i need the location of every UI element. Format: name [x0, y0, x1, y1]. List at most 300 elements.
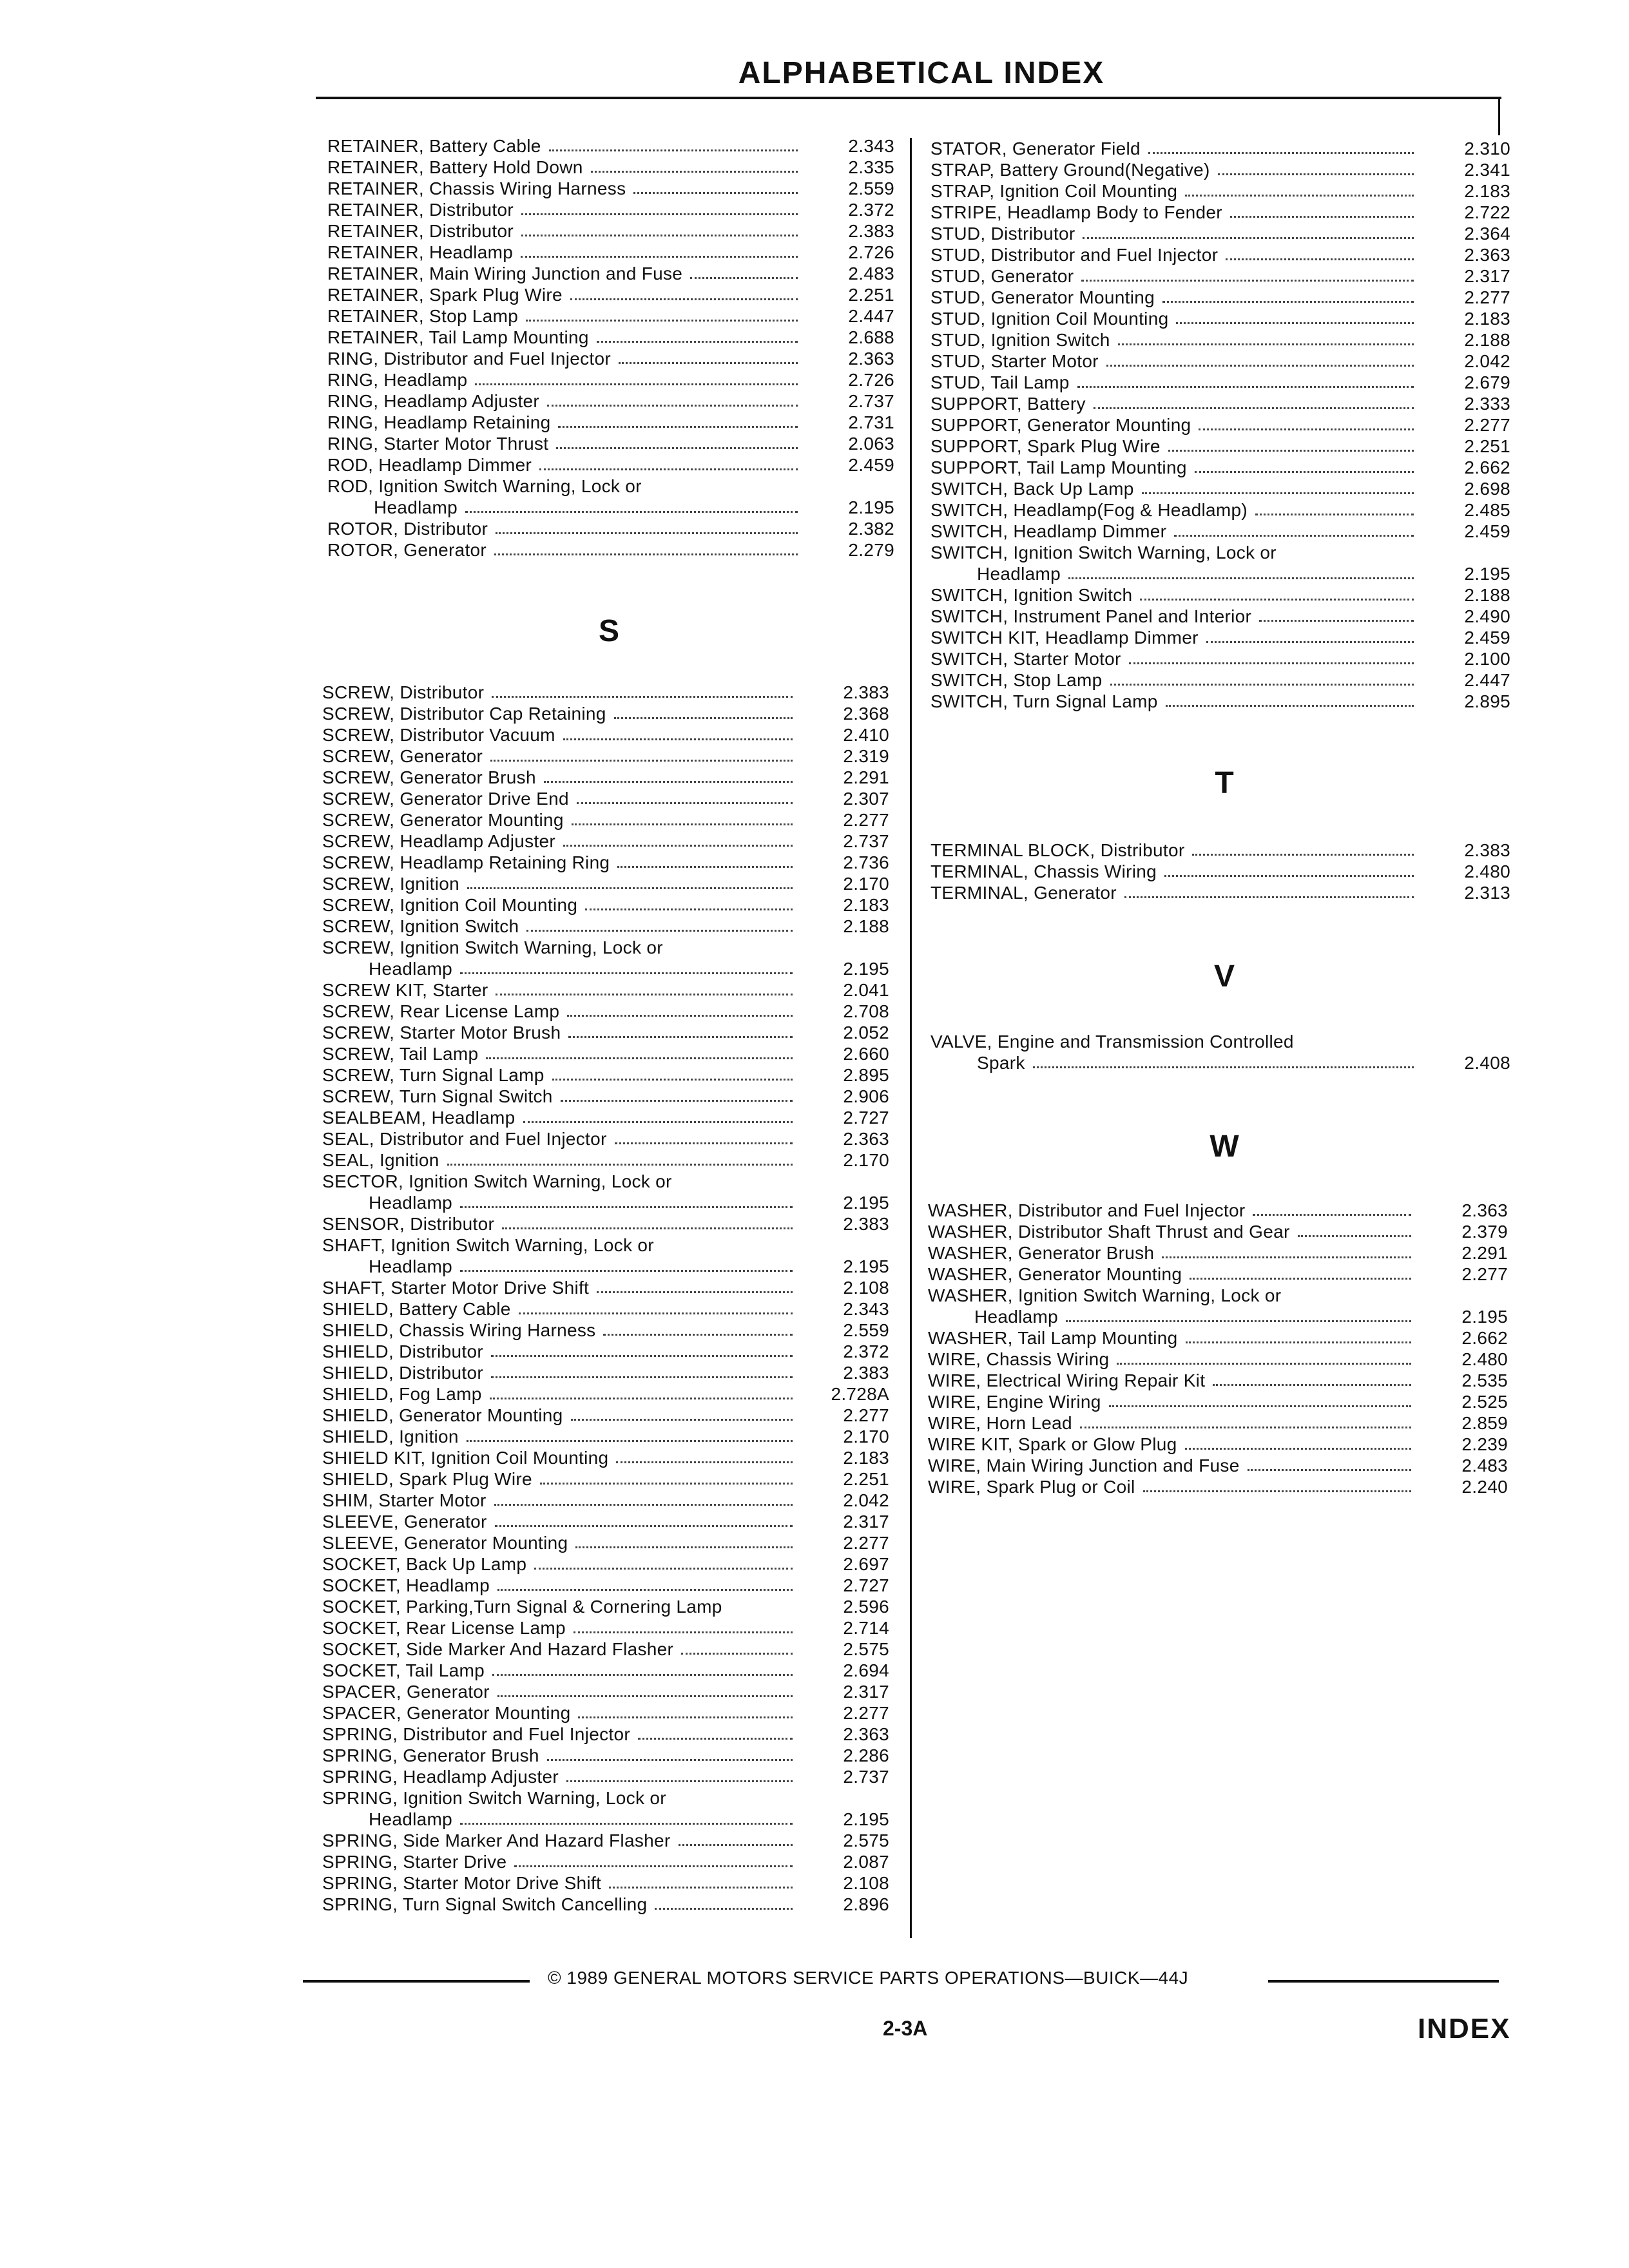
dot-leader: [1199, 414, 1414, 430]
dot-leader: [492, 1660, 793, 1676]
dot-leader: [1033, 1052, 1414, 1068]
entry-label: STUD, Ignition Switch: [930, 330, 1110, 350]
entry-page: 2.727: [843, 1575, 889, 1595]
dot-leader: [552, 1064, 793, 1081]
entry-page: 2.277: [843, 1703, 889, 1723]
entry-label: SCREW, Starter Motor Brush: [322, 1023, 561, 1043]
entry-page: 2.490: [1464, 606, 1510, 626]
dot-leader: [1140, 584, 1414, 601]
page-title: ALPHABETICAL INDEX: [738, 56, 1105, 90]
index-entry: [322, 1149, 889, 1171]
dot-leader: [585, 894, 793, 910]
entry-page: 2.363: [1461, 1200, 1508, 1220]
dot-leader: [1094, 393, 1414, 409]
entry-page: 2.368: [843, 704, 889, 724]
dot-leader: [615, 1128, 793, 1144]
dot-leader: [616, 1447, 793, 1463]
entry-page: 2.188: [1464, 330, 1510, 350]
index-entry: [930, 499, 1510, 521]
dot-leader: [617, 852, 793, 868]
entry-label: RING, Starter Motor Thrust: [327, 434, 549, 454]
entry-page: 2.410: [843, 725, 889, 745]
entry-label: SPACER, Generator: [322, 1682, 490, 1702]
entry-page: 2.335: [848, 157, 894, 177]
dot-leader: [534, 1553, 793, 1570]
entry-label: SPRING, Ignition Switch Warning, Lock or: [322, 1788, 666, 1808]
entry-label: RETAINER, Stop Lamp: [327, 306, 519, 326]
index-entry: [930, 138, 1510, 159]
index-entry: [928, 1391, 1508, 1412]
index-entry: [322, 937, 889, 958]
index-entry: [930, 584, 1510, 606]
right-w-list: [928, 1200, 1508, 1497]
index-entry: [322, 1724, 889, 1745]
entry-page: 2.722: [1464, 202, 1510, 222]
entry-page: 2.313: [1464, 883, 1510, 903]
entry-label: RING, Headlamp Retaining: [327, 412, 551, 432]
entry-page: 2.383: [843, 1214, 889, 1234]
entry-page: 2.459: [848, 455, 894, 475]
dot-leader: [563, 831, 793, 847]
entry-label: SCREW, Distributor Vacuum: [322, 725, 555, 745]
index-entry: [322, 1107, 889, 1128]
entry-page: 2.698: [1464, 479, 1510, 499]
dot-leader: [490, 1383, 793, 1399]
entry-label: SCREW, Generator: [322, 746, 483, 766]
dot-leader: [1080, 1412, 1411, 1428]
index-entry: [322, 1681, 889, 1702]
entry-page: 2.310: [1464, 139, 1510, 159]
index-entry: [322, 1702, 889, 1724]
entry-label: SWITCH, Ignition Switch Warning, Lock or: [930, 543, 1277, 562]
index-entry: [322, 1001, 889, 1022]
dot-leader: [572, 809, 793, 825]
dot-leader: [544, 767, 793, 783]
index-entry: [322, 1809, 889, 1830]
dot-leader: [1253, 1200, 1411, 1216]
dot-leader: [495, 1511, 793, 1527]
entry-label: SPRING, Starter Motor Drive Shift: [322, 1873, 602, 1893]
entry-page: 2.087: [843, 1852, 889, 1872]
index-entry: [322, 1171, 889, 1192]
entry-page: 2.895: [1464, 691, 1510, 711]
dot-leader: [1162, 287, 1414, 303]
entry-label: Headlamp: [369, 1193, 453, 1213]
entry-label: SENSOR, Distributor: [322, 1214, 495, 1234]
entry-page: 2.408: [1464, 1053, 1510, 1073]
index-entry: [930, 521, 1510, 542]
dot-leader: [521, 199, 798, 215]
index-entry: [327, 369, 894, 390]
dot-leader: [1255, 499, 1414, 515]
index-entry: [930, 691, 1510, 712]
section-label: INDEX: [1418, 2013, 1511, 2044]
entry-label: SCREW, Distributor Cap Retaining: [322, 704, 606, 724]
entry-page: 2.379: [1461, 1222, 1508, 1242]
index-entry: [930, 159, 1510, 180]
index-entry: [322, 894, 889, 916]
index-entry: [322, 1362, 889, 1383]
entry-page: 2.906: [843, 1086, 889, 1106]
index-entry: [930, 223, 1510, 244]
dot-leader: [563, 724, 793, 740]
entry-page: 2.317: [1464, 266, 1510, 286]
entry-page: 2.896: [843, 1894, 889, 1914]
dot-leader: [1213, 1370, 1411, 1386]
entry-label: SWITCH, Headlamp(Fog & Headlamp): [930, 500, 1248, 520]
entry-page: 2.596: [843, 1597, 889, 1617]
entry-label: SCREW, Generator Drive End: [322, 789, 569, 809]
index-entry: [327, 497, 894, 518]
index-entry: [322, 788, 889, 809]
entry-label: WIRE, Horn Lead: [928, 1413, 1072, 1433]
index-entry: [322, 1575, 889, 1596]
entry-page: 2.731: [848, 412, 894, 432]
index-entry: [930, 1052, 1510, 1073]
entry-label: SCREW KIT, Starter: [322, 980, 488, 1000]
entry-page: 2.195: [843, 959, 889, 979]
entry-label: SECTOR, Ignition Switch Warning, Lock or: [322, 1171, 672, 1191]
entry-label: RETAINER, Headlamp: [327, 242, 514, 262]
entry-page: 2.459: [1464, 521, 1510, 541]
entry-label: SCREW, Generator Brush: [322, 767, 536, 787]
index-entry: [327, 327, 894, 348]
entry-page: 2.042: [843, 1490, 889, 1510]
dot-leader: [679, 1830, 793, 1846]
entry-label: SWITCH, Ignition Switch: [930, 585, 1133, 605]
dot-leader: [514, 1851, 793, 1867]
index-entry: [930, 542, 1510, 563]
index-entry: [930, 882, 1510, 903]
index-entry: [322, 916, 889, 937]
dot-leader: [567, 1001, 793, 1017]
entry-label: SCREW, Turn Signal Switch: [322, 1086, 553, 1106]
index-entry: [930, 606, 1510, 627]
dot-leader: [486, 1043, 793, 1059]
index-entry: [327, 242, 894, 263]
entry-label: WASHER, Generator Brush: [928, 1243, 1155, 1263]
entry-label: SWITCH KIT, Headlamp Dimmer: [930, 628, 1199, 648]
dot-leader: [558, 412, 798, 428]
index-entry: [322, 1383, 889, 1405]
entry-label: WASHER, Tail Lamp Mounting: [928, 1328, 1178, 1348]
entry-label: SCREW, Tail Lamp: [322, 1044, 479, 1064]
dot-leader: [1083, 223, 1414, 239]
entry-label: SHIELD, Distributor: [322, 1341, 483, 1361]
letter-heading-s: S: [598, 614, 619, 648]
index-entry: [322, 1830, 889, 1851]
entry-label: WASHER, Ignition Switch Warning, Lock or: [928, 1285, 1282, 1305]
dot-leader: [1226, 244, 1414, 260]
index-entry: [327, 390, 894, 412]
index-entry: [322, 1320, 889, 1341]
entry-label: SOCKET, Side Marker And Hazard Flasher: [322, 1639, 674, 1659]
dot-leader: [655, 1894, 793, 1910]
entry-page: 2.447: [1464, 670, 1510, 690]
entry-label: SHIELD, Generator Mounting: [322, 1405, 563, 1425]
index-entry: [322, 1128, 889, 1149]
index-entry: [322, 1256, 889, 1277]
entry-page: 2.694: [843, 1660, 889, 1680]
index-entry: [322, 1596, 889, 1617]
dot-leader: [1118, 329, 1414, 345]
dot-leader: [591, 157, 798, 173]
dot-leader: [540, 1468, 793, 1485]
index-entry: [928, 1476, 1508, 1497]
dot-leader: [1174, 521, 1414, 537]
entry-label: SPRING, Headlamp Adjuster: [322, 1767, 559, 1787]
dot-leader: [519, 1298, 793, 1314]
entry-page: 2.343: [848, 136, 894, 156]
index-entry: [327, 454, 894, 476]
index-entry: [930, 436, 1510, 457]
index-entry: [322, 1639, 889, 1660]
dot-leader: [570, 284, 798, 300]
dot-leader: [521, 242, 798, 258]
index-entry: [322, 682, 889, 703]
index-entry: [930, 287, 1510, 308]
entry-label: RETAINER, Spark Plug Wire: [327, 285, 563, 305]
entry-page: 2.183: [1464, 309, 1510, 329]
entry-label: RETAINER, Distributor: [327, 221, 514, 241]
entry-label: ROTOR, Distributor: [327, 519, 488, 539]
entry-page: 2.195: [843, 1256, 889, 1276]
entry-page: 2.662: [1464, 457, 1510, 477]
index-entry: [322, 852, 889, 873]
entry-page: 2.108: [843, 1278, 889, 1298]
entry-label: Headlamp: [369, 959, 453, 979]
entry-page: 2.383: [843, 682, 889, 702]
entry-label: SEAL, Ignition: [322, 1150, 439, 1170]
entry-label: ROD, Ignition Switch Warning, Lock or: [327, 476, 642, 496]
entry-label: WIRE, Main Wiring Junction and Fuse: [928, 1456, 1240, 1475]
entry-page: 2.183: [1464, 181, 1510, 201]
entry-page: 2.737: [843, 1767, 889, 1787]
entry-page: 2.575: [843, 1831, 889, 1850]
index-entry: [327, 135, 894, 157]
entry-page: 2.277: [843, 810, 889, 830]
entry-page: 2.895: [843, 1065, 889, 1085]
entry-label: SPRING, Distributor and Fuel Injector: [322, 1724, 630, 1744]
dot-leader: [1192, 840, 1414, 856]
index-entry: [930, 627, 1510, 648]
index-entry: [327, 157, 894, 178]
entry-label: ROD, Headlamp Dimmer: [327, 455, 532, 475]
dot-leader: [1068, 563, 1414, 579]
index-entry: [327, 199, 894, 220]
dot-leader: [526, 305, 798, 322]
entry-page: 2.737: [848, 391, 894, 411]
dot-leader: [1143, 1476, 1411, 1492]
entry-label: SUPPORT, Generator Mounting: [930, 415, 1191, 435]
index-entry: [322, 1235, 889, 1256]
entry-label: Spark: [977, 1053, 1025, 1073]
dot-leader: [1218, 159, 1414, 175]
entry-page: 2.170: [843, 1150, 889, 1170]
entry-label: SHIELD, Ignition: [322, 1427, 459, 1446]
entry-page: 2.277: [1464, 415, 1510, 435]
entry-label: WIRE KIT, Spark or Glow Plug: [928, 1434, 1177, 1454]
entry-label: Headlamp: [374, 497, 458, 517]
dot-leader: [465, 497, 798, 513]
entry-page: 2.291: [843, 767, 889, 787]
entry-page: 2.195: [843, 1193, 889, 1213]
entry-label: RETAINER, Distributor: [327, 200, 514, 220]
entry-page: 2.859: [1461, 1413, 1508, 1433]
index-entry: [322, 1872, 889, 1894]
dot-leader: [619, 348, 798, 364]
entry-label: SHIM, Starter Motor: [322, 1490, 487, 1510]
dot-leader: [1248, 1455, 1411, 1471]
index-entry: [322, 1022, 889, 1043]
dot-leader: [496, 518, 798, 534]
entry-label: TERMINAL BLOCK, Distributor: [930, 840, 1185, 860]
entry-label: RING, Headlamp Adjuster: [327, 391, 540, 411]
entry-label: SWITCH, Stop Lamp: [930, 670, 1103, 690]
right-s-list: [930, 138, 1510, 712]
entry-page: 2.535: [1461, 1370, 1508, 1390]
dot-leader: [492, 682, 793, 698]
entry-label: SCREW, Headlamp Adjuster: [322, 831, 556, 851]
index-entry: [322, 1213, 889, 1235]
entry-label: SWITCH, Starter Motor: [930, 649, 1121, 669]
footer-rule-left: [303, 1980, 530, 1983]
dot-leader: [1166, 691, 1414, 707]
entry-label: SOCKET, Parking,Turn Signal & Cornering Lamp: [322, 1597, 722, 1617]
entry-page: 2.239: [1461, 1434, 1508, 1454]
entry-label: SOCKET, Rear License Lamp: [322, 1618, 566, 1638]
index-entry: [930, 244, 1510, 265]
entry-label: STUD, Ignition Coil Mounting: [930, 309, 1169, 329]
entry-label: SPRING, Starter Drive: [322, 1852, 507, 1872]
entry-label: SOCKET, Headlamp: [322, 1575, 490, 1595]
entry-label: SHIELD, Chassis Wiring Harness: [322, 1320, 596, 1340]
entry-page: 2.525: [1461, 1392, 1508, 1412]
dot-leader: [549, 135, 798, 151]
dot-leader: [574, 1617, 793, 1633]
dot-leader: [1162, 1242, 1411, 1258]
index-entry: [928, 1200, 1508, 1221]
dot-leader: [460, 1809, 793, 1825]
entry-page: 2.195: [1464, 564, 1510, 584]
entry-page: 2.660: [843, 1044, 889, 1064]
entry-label: TERMINAL, Generator: [930, 883, 1117, 903]
entry-page: 2.728A: [831, 1384, 889, 1404]
entry-page: 2.679: [1464, 372, 1510, 392]
dot-leader: [447, 1149, 793, 1166]
dot-leader: [497, 1681, 793, 1697]
dot-leader: [575, 1532, 793, 1548]
entry-label: SEALBEAM, Headlamp: [322, 1108, 516, 1128]
letter-heading-v: V: [1213, 959, 1235, 994]
entry-page: 2.372: [848, 200, 894, 220]
index-entry: [322, 1851, 889, 1872]
entry-page: 2.188: [843, 916, 889, 936]
entry-page: 2.383: [848, 221, 894, 241]
dot-leader: [1168, 436, 1414, 452]
entry-label: SWITCH, Headlamp Dimmer: [930, 521, 1167, 541]
index-entry: [327, 263, 894, 284]
dot-leader: [1109, 1391, 1411, 1407]
dot-leader: [638, 1724, 793, 1740]
entry-page: 2.195: [843, 1809, 889, 1829]
dot-leader: [690, 263, 798, 279]
entry-label: SHAFT, Ignition Switch Warning, Lock or: [322, 1235, 654, 1255]
entry-label: SCREW, Generator Mounting: [322, 810, 564, 830]
dot-leader: [1117, 1349, 1411, 1365]
dot-leader: [1298, 1221, 1411, 1237]
dot-leader: [521, 220, 798, 236]
entry-page: 2.341: [1464, 160, 1510, 180]
entry-label: WIRE, Engine Wiring: [928, 1392, 1101, 1412]
entry-label: SEAL, Distributor and Fuel Injector: [322, 1129, 607, 1149]
entry-page: 2.188: [1464, 585, 1510, 605]
index-entry: [322, 1617, 889, 1639]
index-entry: [322, 1745, 889, 1766]
index-entry: [322, 1468, 889, 1490]
entry-page: 2.447: [848, 306, 894, 326]
letter-heading-t: T: [1215, 766, 1234, 800]
entry-page: 2.170: [843, 1427, 889, 1446]
footer-rule-right: [1268, 1980, 1499, 1983]
index-entry: [930, 414, 1510, 436]
index-entry: [322, 1405, 889, 1426]
dot-leader: [490, 745, 793, 762]
entry-page: 2.483: [848, 264, 894, 284]
index-entry: [930, 840, 1510, 861]
dot-leader: [491, 1362, 793, 1378]
entry-label: SHAFT, Starter Motor Drive Shift: [322, 1278, 590, 1298]
index-entry: [322, 1447, 889, 1468]
entry-page: 2.319: [843, 746, 889, 766]
dot-leader: [597, 1277, 793, 1293]
dot-leader: [1106, 351, 1414, 367]
index-entry: [322, 1511, 889, 1532]
index-entry: [928, 1349, 1508, 1370]
entry-label: SCREW, Headlamp Retaining Ring: [322, 852, 610, 872]
entry-page: 2.317: [843, 1512, 889, 1532]
entry-label: RETAINER, Battery Cable: [327, 136, 541, 156]
entry-label: RETAINER, Tail Lamp Mounting: [327, 327, 589, 347]
entry-label: Headlamp: [974, 1307, 1059, 1327]
entry-label: SLEEVE, Generator Mounting: [322, 1533, 568, 1553]
index-entry: [930, 648, 1510, 669]
left-s-list: [322, 682, 889, 1915]
entry-page: 2.697: [843, 1554, 889, 1574]
index-entry: [322, 703, 889, 724]
entry-page: 2.726: [848, 370, 894, 390]
dot-leader: [494, 539, 798, 555]
dot-leader: [1185, 1434, 1411, 1450]
entry-label: WASHER, Distributor and Fuel Injector: [928, 1200, 1246, 1220]
index-entry: [322, 1043, 889, 1064]
entry-label: Headlamp: [977, 564, 1061, 584]
entry-page: 2.363: [848, 349, 894, 369]
dot-leader: [571, 1405, 793, 1421]
entry-label: SCREW, Distributor: [322, 682, 485, 702]
entry-label: SUPPORT, Battery: [930, 394, 1086, 414]
index-entry: [327, 220, 894, 242]
entry-page: 2.383: [1464, 840, 1510, 860]
right-t-list: [930, 840, 1510, 903]
index-entry: [928, 1264, 1508, 1285]
dot-leader: [614, 703, 793, 719]
index-entry: [928, 1455, 1508, 1476]
dot-leader: [526, 916, 793, 932]
entry-label: VALVE, Engine and Transmission Controlled: [930, 1032, 1294, 1052]
entry-page: 2.480: [1464, 861, 1510, 881]
dot-leader: [1142, 478, 1414, 494]
